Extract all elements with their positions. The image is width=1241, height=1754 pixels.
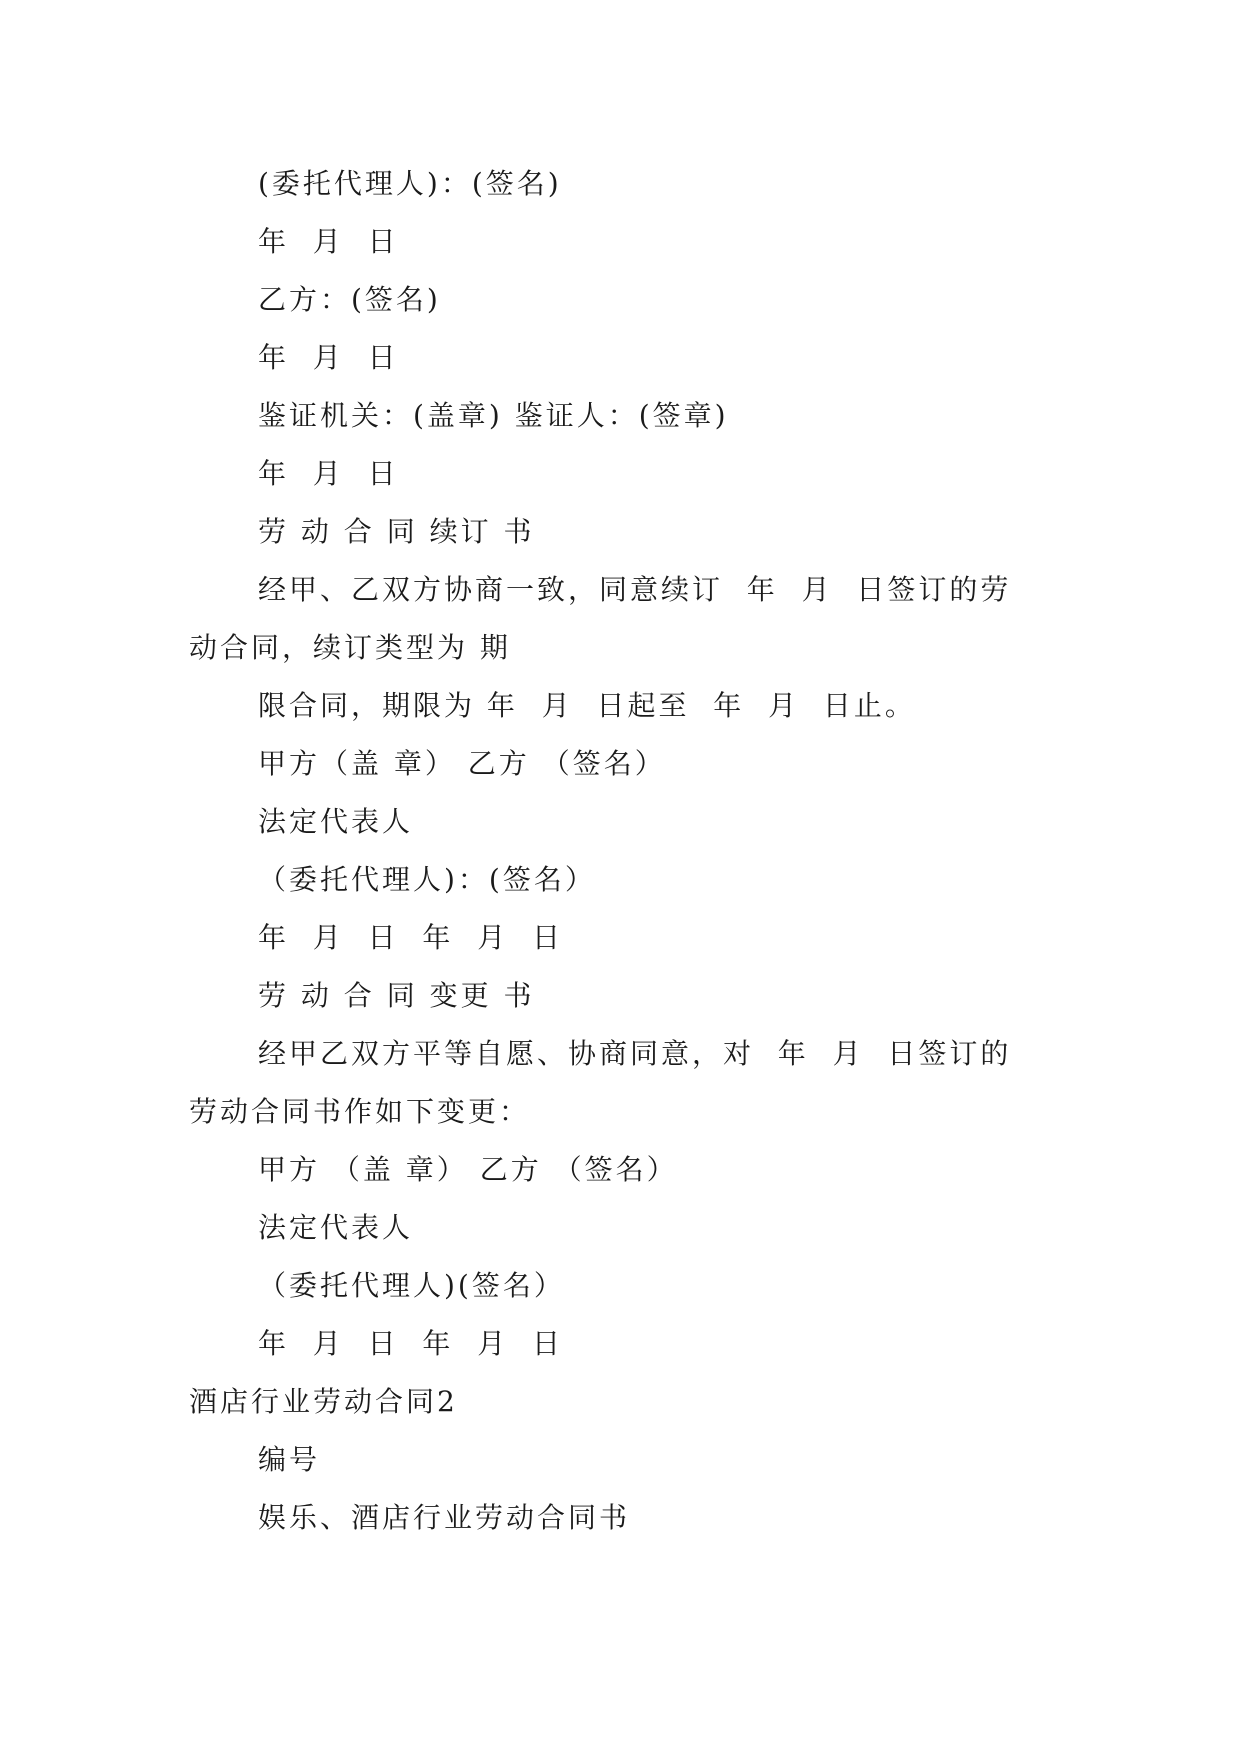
paragraph-line: 劳动合同书作如下变更：: [189, 1095, 531, 1128]
paragraph-line: 动合同，续订类型为 期: [189, 631, 511, 664]
text-line: 年 月 日: [258, 225, 399, 258]
paragraph-line: 经甲、乙双方协商一致，同意续订 年 月 日签订的劳: [258, 573, 1012, 606]
text-line: （委托代理人)：(签名）: [258, 863, 596, 896]
text-line: 甲方 （盖 章） 乙方 （签名）: [258, 1153, 678, 1186]
text-line: 年 月 日: [258, 457, 399, 490]
text-line: 年 月 日 年 月 日: [258, 1327, 564, 1360]
paragraph-line: 经甲乙双方平等自愿、协商同意，对 年 月 日签订的: [258, 1037, 1012, 1070]
text-line: 年 月 日 年 月 日: [258, 921, 564, 954]
text-line: 法定代表人: [258, 805, 414, 838]
document-title: 酒店行业劳动合同2: [189, 1385, 458, 1418]
text-line: 编号: [258, 1443, 321, 1476]
text-line: 乙方：(签名): [258, 283, 441, 316]
paragraph-line: 限合同，期限为 年 月 日起至 年 月 日止。: [258, 689, 916, 722]
text-line: 法定代表人: [258, 1211, 414, 1244]
text-line: （委托代理人)(签名）: [258, 1269, 565, 1302]
section-heading: 劳 动 合 同 变更 书: [258, 979, 535, 1012]
text-line: 鉴证机关：(盖章) 鉴证人：(签章): [258, 399, 729, 432]
text-line: 甲方（盖 章） 乙方 （签名）: [258, 747, 666, 780]
text-line: 年 月 日: [258, 341, 399, 374]
text-line: (委托代理人)：(签名): [258, 167, 562, 200]
text-line: 娱乐、酒店行业劳动合同书: [258, 1501, 631, 1534]
section-heading: 劳 动 合 同 续订 书: [258, 515, 535, 548]
